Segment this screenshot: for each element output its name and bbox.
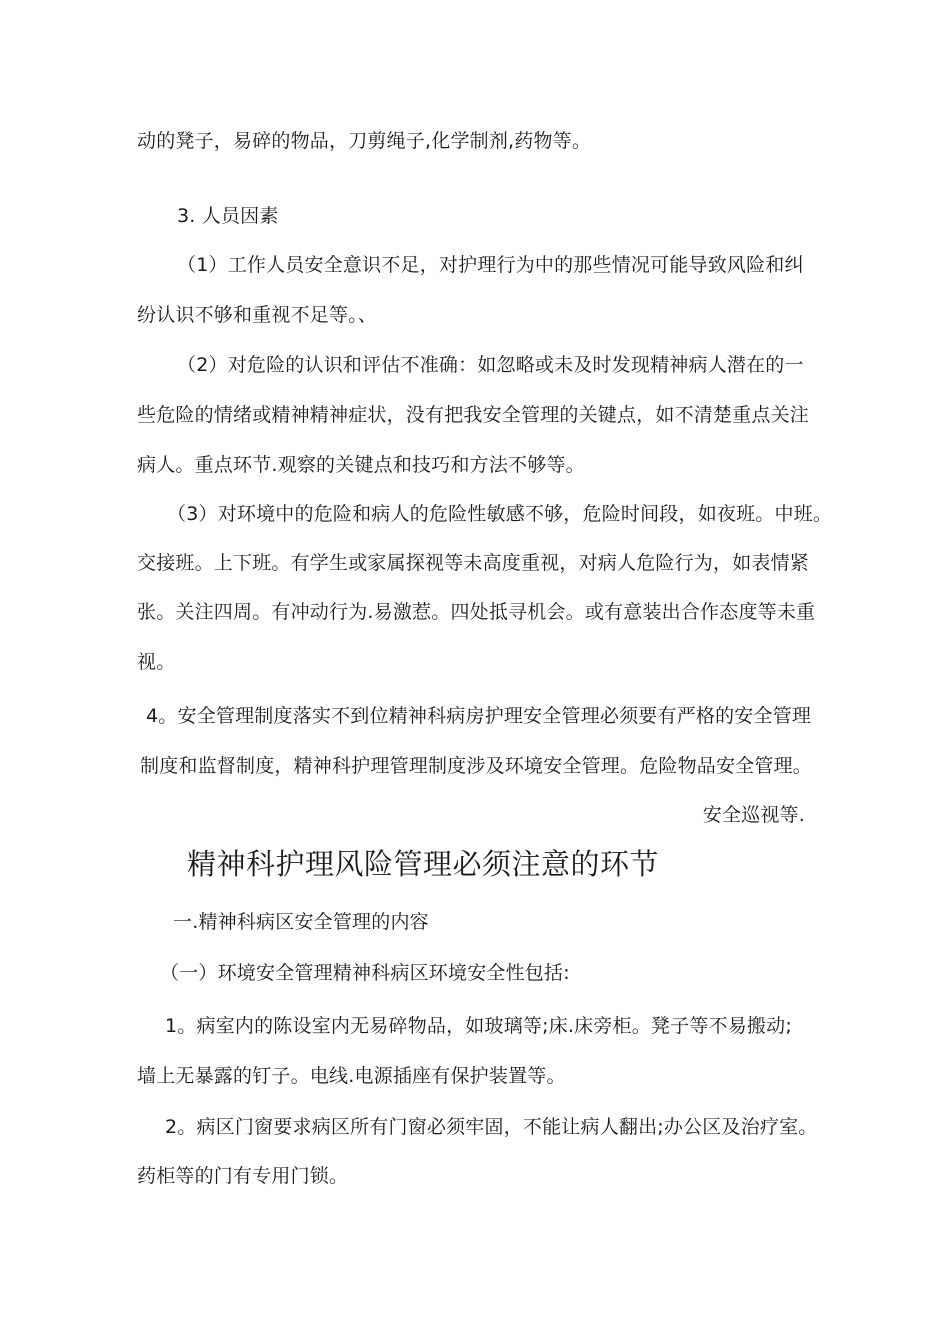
subsection-heading: （一）环境安全管理精神科病区环境安全性包括:: [160, 962, 570, 984]
text-line: 1。病室内的陈设室内无易碎物品，如玻璃等;床.床旁柜。凳子等不易搬动;: [165, 1015, 792, 1037]
text-line: 病人。重点环节.观察的关键点和技巧和方法不够等。: [137, 454, 585, 476]
text-line: （3）对环境中的危险和病人的危险性敏感不够，危险时间段，如夜班。中班。: [167, 503, 833, 525]
text-line: 4。安全管理制度落实不到位精神科病房护理安全管理必须要有严格的安全管理: [146, 705, 812, 727]
text-line: 药柜等的门有专用门锁。: [137, 1165, 349, 1187]
text-line: 动的凳子，易碎的物品，刀剪绳子,化学制剂,药物等。: [137, 130, 592, 152]
text-line: 些危险的情绪或精神精神症状，没有把我安全管理的关键点，如不清楚重点关注: [137, 404, 810, 426]
text-line: 安全巡视等.: [702, 804, 805, 826]
text-line: （1）工作人员安全意识不足，对护理行为中的那些情况可能导致风险和纠: [177, 254, 804, 276]
text-line: 墙上无暴露的钉子。电线.电源插座有保护装置等。: [137, 1065, 566, 1087]
text-line: 交接班。上下班。有学生或家属探视等未高度重视，对病人危险行为，如表情紧: [137, 552, 810, 574]
text-line: 纷认识不够和重视不足等。、: [137, 304, 378, 326]
text-line: 视。: [137, 651, 176, 673]
chapter-title: 精神科护理风险管理必须注意的环节: [187, 847, 660, 881]
text-line: 制度和监督制度，精神科护理管理制度涉及环境安全管理。危险物品安全管理。: [140, 755, 813, 777]
text-line: （2）对危险的认识和评估不准确：如忽略或未及时发现精神病人潜在的一: [177, 354, 804, 376]
text-line: 2。病区门窗要求病区所有门窗必须牢固，不能让病人翻出;办公区及治疗室。: [165, 1116, 818, 1138]
text-line: 张。关注四周。有冲动行为.易激惹。四处抵寻机会。或有意装出合作态度等未重: [137, 601, 816, 623]
section-heading: 一.精神科病区安全管理的内容: [173, 911, 429, 933]
section-heading: 3. 人员因素: [177, 205, 279, 227]
